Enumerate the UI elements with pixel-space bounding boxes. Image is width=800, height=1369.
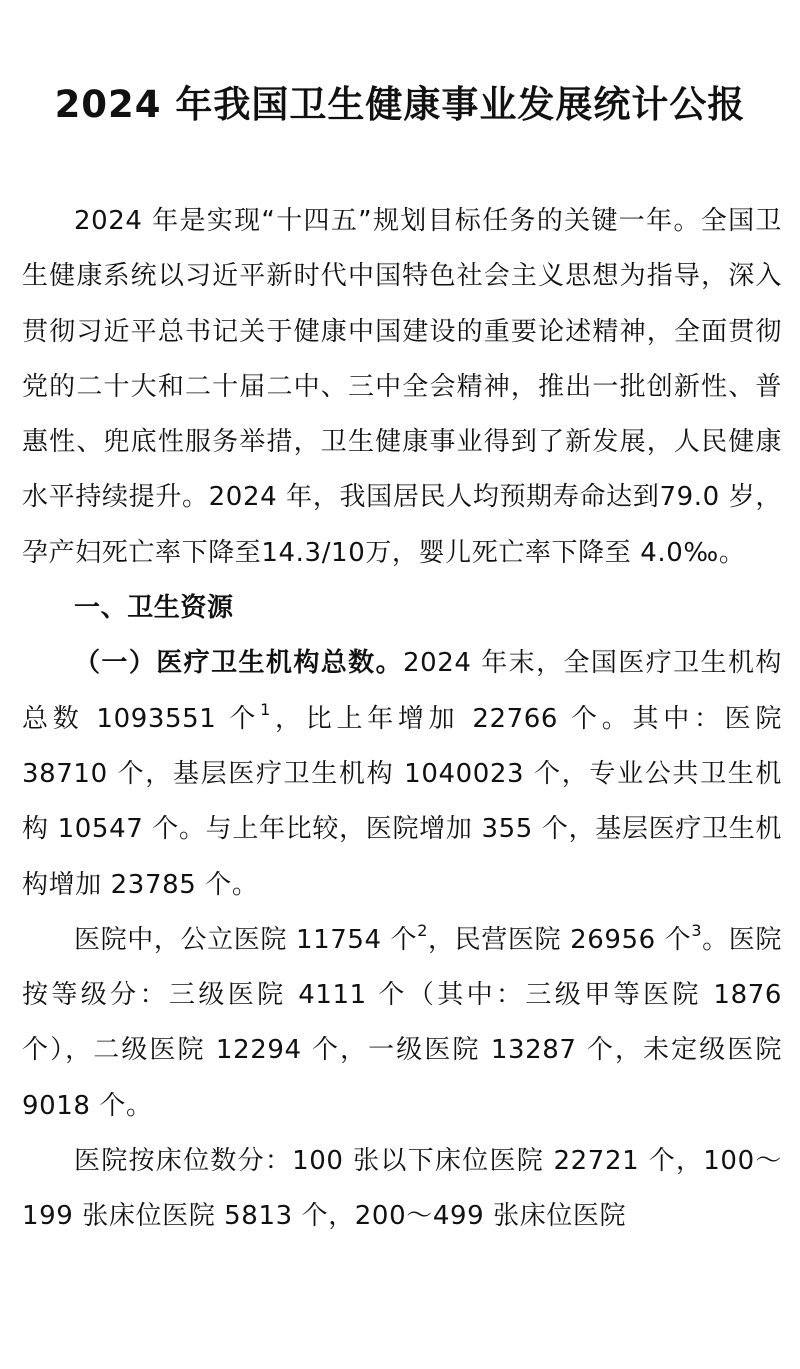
document-title: 2024 年我国卫生健康事业发展统计公报 (54, 83, 746, 126)
institutions-breakdown-text: ，比上年增加 22766 个。其中：医院 38710 个，基层医疗卫生机构 1040023 个，专业公共卫生机构 10547 个。与上年比较，医院增加 355 个，基层医疗卫生机构增加 23785 个。 (22, 703, 782, 900)
intro-paragraph: 2024 年是实现“十四五”规划目标任务的关键一年。全国卫生健康系统以习近平新时代中国特色社会主义思想为指导，深入贯彻习近平总书记关于健康中国建设的重要论述精神，全面贯彻党的二十大和二十届二中、三中全会精神，推出一批创新性、普惠性、兜底性服务举措，卫生健康事业得到了新发展，人民健康水平持续提升。2024 年，我国居民人均预期寿命达到79.0 岁，孕产妇死亡率下降至14.3/10万，婴儿死亡率下降至 4.0‰。 (22, 206, 782, 568)
document-body (22, 194, 782, 1245)
subheading-institutions-total: （一）医疗卫生机构总数。 (74, 648, 403, 679)
paragraph-hospitals (22, 913, 782, 1134)
institutions-total-text: 2024 年末，全国医疗卫生机构总数 1093551 个 (22, 648, 782, 734)
footnote-ref-3: 3 (691, 920, 703, 940)
public-hospitals-text: 医院中，公立医院 11754 个 (74, 924, 418, 955)
hospital-grades-text: 。医院按等级分：三级医院 4111 个（其中：三级甲等医院 1876 个），二级医院 12294 个，一级医院 13287 个，未定级医院 9018 个。 (22, 924, 782, 1121)
footnote-ref-1: 1 (260, 699, 271, 719)
section-heading-resources: 一、卫生资源 (74, 593, 234, 624)
paragraph-institutions-total (22, 636, 782, 912)
footnote-ref-2: 2 (417, 920, 428, 940)
paragraph-hospital-beds: 医院按床位数分：100 张以下床位医院 22721 个，100～199 张床位医院 5813 个，200～499 张床位医院 (22, 1146, 782, 1232)
private-hospitals-text: ，民营医院 26956 个 (427, 924, 692, 955)
